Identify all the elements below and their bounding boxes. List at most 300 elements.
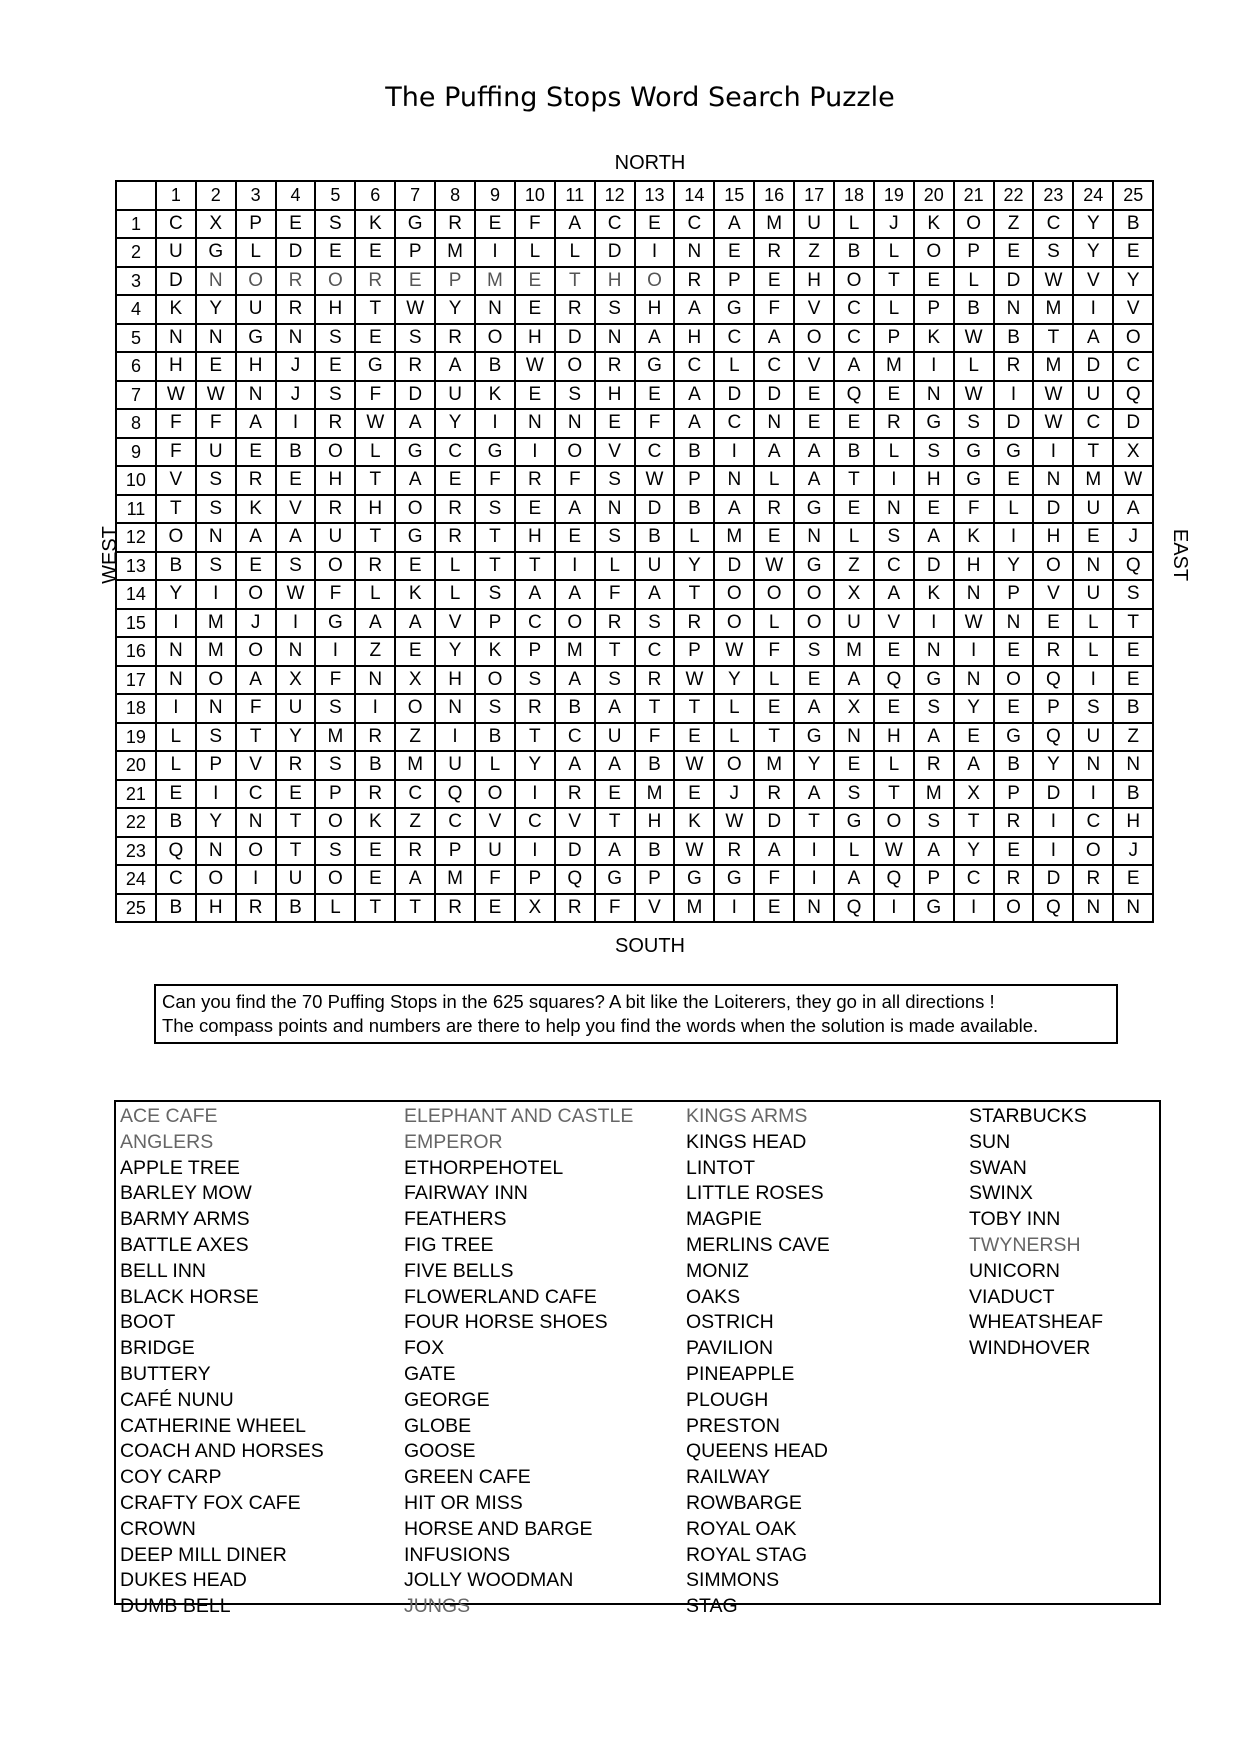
letter-cell[interactable]: A <box>595 837 635 866</box>
letter-cell[interactable]: O <box>315 267 355 296</box>
letter-cell[interactable]: O <box>874 808 914 837</box>
letter-cell[interactable]: N <box>954 666 994 695</box>
letter-cell[interactable]: B <box>276 438 316 467</box>
letter-cell[interactable]: R <box>914 751 954 780</box>
letter-cell[interactable]: S <box>315 751 355 780</box>
letter-cell[interactable]: B <box>156 894 196 923</box>
letter-cell[interactable]: I <box>555 552 595 581</box>
letter-cell[interactable]: H <box>315 295 355 324</box>
letter-cell[interactable]: K <box>914 324 954 353</box>
letter-cell[interactable]: I <box>435 723 475 752</box>
letter-cell[interactable]: B <box>954 295 994 324</box>
letter-cell[interactable]: W <box>954 324 994 353</box>
letter-cell[interactable]: N <box>435 694 475 723</box>
letter-cell[interactable]: T <box>276 808 316 837</box>
letter-cell[interactable]: G <box>395 210 435 239</box>
letter-cell[interactable]: Y <box>954 837 994 866</box>
letter-cell[interactable]: B <box>834 238 874 267</box>
letter-cell[interactable]: Q <box>874 865 914 894</box>
letter-cell[interactable]: A <box>595 751 635 780</box>
letter-cell[interactable]: C <box>674 210 714 239</box>
letter-cell[interactable]: O <box>714 609 754 638</box>
letter-cell[interactable]: T <box>515 723 555 752</box>
letter-cell[interactable]: D <box>754 381 794 410</box>
letter-cell[interactable]: H <box>515 523 555 552</box>
letter-cell[interactable]: E <box>874 381 914 410</box>
letter-cell[interactable]: N <box>1113 894 1153 923</box>
letter-cell[interactable]: M <box>196 609 236 638</box>
letter-cell[interactable]: E <box>276 466 316 495</box>
letter-cell[interactable]: Q <box>1113 381 1153 410</box>
letter-cell[interactable]: S <box>1113 580 1153 609</box>
letter-cell[interactable]: K <box>395 580 435 609</box>
letter-cell[interactable]: Y <box>276 723 316 752</box>
letter-cell[interactable]: S <box>475 495 515 524</box>
letter-cell[interactable]: A <box>395 865 435 894</box>
letter-cell[interactable]: Z <box>834 552 874 581</box>
letter-cell[interactable]: M <box>1033 352 1073 381</box>
letter-cell[interactable]: T <box>1113 609 1153 638</box>
letter-cell[interactable]: F <box>315 666 355 695</box>
letter-cell[interactable]: R <box>435 894 475 923</box>
letter-cell[interactable]: V <box>236 751 276 780</box>
letter-cell[interactable]: O <box>315 438 355 467</box>
letter-cell[interactable]: W <box>196 381 236 410</box>
letter-cell[interactable]: G <box>355 352 395 381</box>
letter-cell[interactable]: N <box>1073 894 1113 923</box>
letter-cell[interactable]: C <box>1033 210 1073 239</box>
letter-cell[interactable]: C <box>834 324 874 353</box>
letter-cell[interactable]: I <box>794 865 834 894</box>
letter-cell[interactable]: R <box>236 466 276 495</box>
letter-cell[interactable]: A <box>794 466 834 495</box>
letter-cell[interactable]: A <box>276 523 316 552</box>
letter-cell[interactable]: S <box>315 381 355 410</box>
letter-cell[interactable]: H <box>794 267 834 296</box>
letter-cell[interactable]: I <box>994 381 1034 410</box>
letter-cell[interactable]: S <box>914 694 954 723</box>
letter-cell[interactable]: I <box>914 609 954 638</box>
letter-cell[interactable]: L <box>674 523 714 552</box>
letter-cell[interactable]: G <box>196 238 236 267</box>
letter-cell[interactable]: V <box>555 808 595 837</box>
letter-cell[interactable]: L <box>355 580 395 609</box>
letter-cell[interactable]: G <box>236 324 276 353</box>
letter-cell[interactable]: I <box>954 637 994 666</box>
letter-cell[interactable]: N <box>1073 552 1113 581</box>
letter-cell[interactable]: E <box>635 381 675 410</box>
letter-cell[interactable]: L <box>834 837 874 866</box>
letter-cell[interactable]: S <box>1073 694 1113 723</box>
letter-cell[interactable]: O <box>794 609 834 638</box>
letter-cell[interactable]: E <box>315 352 355 381</box>
letter-cell[interactable]: L <box>156 751 196 780</box>
letter-cell[interactable]: F <box>555 466 595 495</box>
letter-cell[interactable]: F <box>595 894 635 923</box>
letter-cell[interactable]: V <box>276 495 316 524</box>
letter-cell[interactable]: O <box>236 637 276 666</box>
letter-cell[interactable]: S <box>315 210 355 239</box>
letter-cell[interactable]: M <box>1073 466 1113 495</box>
letter-cell[interactable]: Q <box>1113 552 1153 581</box>
letter-cell[interactable]: R <box>595 609 635 638</box>
letter-cell[interactable]: N <box>754 409 794 438</box>
letter-cell[interactable]: R <box>435 495 475 524</box>
letter-cell[interactable]: W <box>1033 409 1073 438</box>
letter-cell[interactable]: N <box>595 495 635 524</box>
letter-cell[interactable]: H <box>595 267 635 296</box>
letter-cell[interactable]: R <box>355 552 395 581</box>
letter-cell[interactable]: T <box>515 552 555 581</box>
letter-cell[interactable]: R <box>515 466 555 495</box>
letter-cell[interactable]: R <box>674 609 714 638</box>
letter-cell[interactable]: A <box>674 295 714 324</box>
letter-cell[interactable]: E <box>754 523 794 552</box>
letter-cell[interactable]: B <box>355 751 395 780</box>
letter-cell[interactable]: D <box>1033 780 1073 809</box>
letter-cell[interactable]: T <box>236 723 276 752</box>
letter-cell[interactable]: T <box>276 837 316 866</box>
letter-cell[interactable]: A <box>1073 324 1113 353</box>
letter-cell[interactable]: O <box>994 894 1034 923</box>
letter-cell[interactable]: V <box>156 466 196 495</box>
letter-cell[interactable]: L <box>954 267 994 296</box>
letter-cell[interactable]: S <box>395 324 435 353</box>
letter-cell[interactable]: O <box>236 837 276 866</box>
letter-cell[interactable]: W <box>515 352 555 381</box>
letter-cell[interactable]: E <box>1113 865 1153 894</box>
letter-cell[interactable]: S <box>874 523 914 552</box>
letter-cell[interactable]: N <box>1073 751 1113 780</box>
letter-cell[interactable]: Z <box>395 723 435 752</box>
letter-cell[interactable]: E <box>994 238 1034 267</box>
letter-cell[interactable]: I <box>874 894 914 923</box>
letter-cell[interactable]: M <box>1033 295 1073 324</box>
letter-cell[interactable]: B <box>635 523 675 552</box>
letter-cell[interactable]: I <box>475 409 515 438</box>
letter-cell[interactable]: G <box>954 466 994 495</box>
letter-cell[interactable]: O <box>555 438 595 467</box>
letter-cell[interactable]: C <box>595 210 635 239</box>
letter-cell[interactable]: X <box>395 666 435 695</box>
letter-cell[interactable]: N <box>914 637 954 666</box>
letter-cell[interactable]: E <box>355 238 395 267</box>
letter-cell[interactable]: M <box>475 267 515 296</box>
letter-cell[interactable]: O <box>475 324 515 353</box>
letter-cell[interactable]: I <box>994 523 1034 552</box>
letter-cell[interactable]: N <box>954 580 994 609</box>
letter-cell[interactable]: L <box>1073 609 1113 638</box>
letter-cell[interactable]: I <box>635 238 675 267</box>
letter-cell[interactable]: W <box>674 666 714 695</box>
letter-cell[interactable]: O <box>834 267 874 296</box>
letter-cell[interactable]: S <box>475 580 515 609</box>
letter-cell[interactable]: W <box>954 381 994 410</box>
letter-cell[interactable]: E <box>395 552 435 581</box>
letter-cell[interactable]: R <box>635 666 675 695</box>
letter-cell[interactable]: N <box>475 295 515 324</box>
letter-cell[interactable]: O <box>156 523 196 552</box>
letter-cell[interactable]: S <box>914 438 954 467</box>
letter-cell[interactable]: V <box>794 352 834 381</box>
letter-cell[interactable]: T <box>355 894 395 923</box>
letter-cell[interactable]: I <box>914 352 954 381</box>
letter-cell[interactable]: E <box>994 694 1034 723</box>
letter-cell[interactable]: N <box>914 381 954 410</box>
letter-cell[interactable]: E <box>794 409 834 438</box>
letter-cell[interactable]: P <box>674 637 714 666</box>
letter-cell[interactable]: A <box>595 694 635 723</box>
letter-cell[interactable]: E <box>874 637 914 666</box>
letter-cell[interactable]: E <box>515 381 555 410</box>
letter-cell[interactable]: N <box>156 666 196 695</box>
letter-cell[interactable]: R <box>435 210 475 239</box>
letter-cell[interactable]: T <box>595 808 635 837</box>
letter-cell[interactable]: Z <box>355 637 395 666</box>
letter-cell[interactable]: E <box>156 780 196 809</box>
letter-cell[interactable]: T <box>355 295 395 324</box>
letter-cell[interactable]: M <box>754 751 794 780</box>
letter-cell[interactable]: T <box>475 552 515 581</box>
letter-cell[interactable]: L <box>315 894 355 923</box>
letter-cell[interactable]: Y <box>1113 267 1153 296</box>
letter-cell[interactable]: Q <box>874 666 914 695</box>
letter-cell[interactable]: Y <box>714 666 754 695</box>
letter-cell[interactable]: K <box>954 523 994 552</box>
letter-cell[interactable]: W <box>674 837 714 866</box>
letter-cell[interactable]: X <box>834 694 874 723</box>
letter-cell[interactable]: S <box>595 466 635 495</box>
letter-cell[interactable]: W <box>355 409 395 438</box>
letter-cell[interactable]: K <box>236 495 276 524</box>
letter-cell[interactable]: C <box>156 865 196 894</box>
letter-cell[interactable]: B <box>276 894 316 923</box>
letter-cell[interactable]: H <box>595 381 635 410</box>
letter-cell[interactable]: M <box>754 210 794 239</box>
letter-cell[interactable]: P <box>236 210 276 239</box>
letter-cell[interactable]: E <box>555 523 595 552</box>
letter-cell[interactable]: S <box>196 495 236 524</box>
letter-cell[interactable]: G <box>674 865 714 894</box>
letter-cell[interactable]: O <box>954 210 994 239</box>
letter-cell[interactable]: H <box>515 324 555 353</box>
letter-cell[interactable]: A <box>395 466 435 495</box>
letter-cell[interactable]: R <box>236 894 276 923</box>
letter-cell[interactable]: K <box>355 210 395 239</box>
letter-cell[interactable]: Y <box>1073 238 1113 267</box>
letter-cell[interactable]: N <box>196 324 236 353</box>
letter-cell[interactable]: C <box>714 324 754 353</box>
letter-cell[interactable]: S <box>555 381 595 410</box>
letter-cell[interactable]: P <box>515 637 555 666</box>
letter-cell[interactable]: A <box>794 438 834 467</box>
letter-cell[interactable]: D <box>994 409 1034 438</box>
letter-cell[interactable]: L <box>874 438 914 467</box>
letter-cell[interactable]: R <box>674 267 714 296</box>
letter-cell[interactable]: M <box>874 352 914 381</box>
letter-cell[interactable]: Y <box>156 580 196 609</box>
letter-cell[interactable]: U <box>1073 723 1113 752</box>
letter-cell[interactable]: A <box>395 609 435 638</box>
letter-cell[interactable]: L <box>555 238 595 267</box>
letter-cell[interactable]: A <box>714 210 754 239</box>
letter-cell[interactable]: I <box>714 894 754 923</box>
letter-cell[interactable]: I <box>196 580 236 609</box>
letter-cell[interactable]: E <box>794 381 834 410</box>
letter-cell[interactable]: N <box>874 495 914 524</box>
letter-cell[interactable]: O <box>475 780 515 809</box>
letter-cell[interactable]: E <box>515 495 555 524</box>
letter-cell[interactable]: L <box>714 723 754 752</box>
letter-cell[interactable]: J <box>236 609 276 638</box>
letter-cell[interactable]: Y <box>515 751 555 780</box>
letter-cell[interactable]: N <box>196 694 236 723</box>
letter-cell[interactable]: U <box>315 523 355 552</box>
letter-cell[interactable]: A <box>834 666 874 695</box>
letter-cell[interactable]: M <box>834 637 874 666</box>
letter-cell[interactable]: E <box>635 210 675 239</box>
letter-cell[interactable]: S <box>1033 238 1073 267</box>
letter-cell[interactable]: J <box>714 780 754 809</box>
letter-cell[interactable]: I <box>1073 780 1113 809</box>
letter-cell[interactable]: F <box>315 580 355 609</box>
letter-cell[interactable]: R <box>435 324 475 353</box>
letter-cell[interactable]: S <box>276 552 316 581</box>
letter-cell[interactable]: B <box>555 694 595 723</box>
letter-cell[interactable]: E <box>754 894 794 923</box>
letter-cell[interactable]: R <box>555 780 595 809</box>
letter-cell[interactable]: Q <box>435 780 475 809</box>
letter-cell[interactable]: Y <box>196 808 236 837</box>
letter-cell[interactable]: I <box>1073 295 1113 324</box>
letter-cell[interactable]: B <box>994 751 1034 780</box>
letter-cell[interactable]: S <box>196 723 236 752</box>
letter-cell[interactable]: Z <box>794 238 834 267</box>
letter-cell[interactable]: R <box>315 495 355 524</box>
letter-cell[interactable]: V <box>1073 267 1113 296</box>
letter-cell[interactable]: T <box>156 495 196 524</box>
letter-cell[interactable]: L <box>515 238 555 267</box>
letter-cell[interactable]: E <box>315 238 355 267</box>
letter-cell[interactable]: E <box>355 837 395 866</box>
letter-cell[interactable]: O <box>395 694 435 723</box>
letter-cell[interactable]: N <box>834 723 874 752</box>
letter-cell[interactable]: O <box>714 580 754 609</box>
letter-cell[interactable]: X <box>954 780 994 809</box>
letter-cell[interactable]: Y <box>196 295 236 324</box>
letter-cell[interactable]: P <box>475 609 515 638</box>
letter-cell[interactable]: J <box>1113 523 1153 552</box>
letter-cell[interactable]: E <box>834 495 874 524</box>
letter-cell[interactable]: C <box>515 609 555 638</box>
letter-cell[interactable]: M <box>674 894 714 923</box>
letter-cell[interactable]: I <box>196 780 236 809</box>
letter-cell[interactable]: E <box>714 238 754 267</box>
letter-cell[interactable]: R <box>555 295 595 324</box>
letter-cell[interactable]: D <box>395 381 435 410</box>
letter-cell[interactable]: F <box>754 295 794 324</box>
letter-cell[interactable]: E <box>1073 523 1113 552</box>
letter-cell[interactable]: P <box>1033 694 1073 723</box>
letter-cell[interactable]: C <box>395 780 435 809</box>
letter-cell[interactable]: K <box>914 210 954 239</box>
letter-cell[interactable]: H <box>196 894 236 923</box>
letter-cell[interactable]: M <box>635 780 675 809</box>
letter-cell[interactable]: W <box>954 609 994 638</box>
letter-cell[interactable]: Q <box>156 837 196 866</box>
letter-cell[interactable]: G <box>914 894 954 923</box>
letter-cell[interactable]: A <box>874 580 914 609</box>
letter-cell[interactable]: C <box>674 352 714 381</box>
letter-cell[interactable]: S <box>196 466 236 495</box>
letter-cell[interactable]: U <box>595 723 635 752</box>
letter-cell[interactable]: A <box>355 609 395 638</box>
letter-cell[interactable]: B <box>635 837 675 866</box>
letter-cell[interactable]: S <box>834 780 874 809</box>
letter-cell[interactable]: O <box>315 552 355 581</box>
letter-cell[interactable]: P <box>315 780 355 809</box>
letter-cell[interactable]: A <box>555 495 595 524</box>
letter-cell[interactable]: W <box>1033 267 1073 296</box>
letter-cell[interactable]: C <box>635 438 675 467</box>
letter-cell[interactable]: K <box>355 808 395 837</box>
letter-cell[interactable]: R <box>355 723 395 752</box>
letter-cell[interactable]: S <box>475 694 515 723</box>
letter-cell[interactable]: U <box>435 751 475 780</box>
letter-cell[interactable]: W <box>754 552 794 581</box>
letter-cell[interactable]: H <box>874 723 914 752</box>
letter-cell[interactable]: O <box>555 352 595 381</box>
letter-cell[interactable]: G <box>315 609 355 638</box>
letter-cell[interactable]: E <box>196 352 236 381</box>
letter-cell[interactable]: A <box>754 438 794 467</box>
letter-cell[interactable]: C <box>1113 352 1153 381</box>
letter-cell[interactable]: U <box>236 295 276 324</box>
letter-cell[interactable]: T <box>794 808 834 837</box>
letter-cell[interactable]: C <box>954 865 994 894</box>
letter-cell[interactable]: N <box>1113 751 1153 780</box>
letter-cell[interactable]: O <box>1073 837 1113 866</box>
letter-cell[interactable]: S <box>315 694 355 723</box>
letter-cell[interactable]: E <box>276 780 316 809</box>
letter-cell[interactable]: T <box>555 267 595 296</box>
letter-cell[interactable]: R <box>276 267 316 296</box>
letter-cell[interactable]: H <box>635 295 675 324</box>
letter-cell[interactable]: Y <box>674 552 714 581</box>
letter-cell[interactable]: B <box>674 495 714 524</box>
letter-cell[interactable]: E <box>1113 637 1153 666</box>
letter-cell[interactable]: N <box>794 894 834 923</box>
letter-cell[interactable]: A <box>914 523 954 552</box>
letter-cell[interactable]: E <box>595 409 635 438</box>
letter-cell[interactable]: S <box>315 837 355 866</box>
letter-cell[interactable]: G <box>714 865 754 894</box>
letter-cell[interactable]: A <box>395 409 435 438</box>
letter-cell[interactable]: A <box>236 523 276 552</box>
letter-cell[interactable]: N <box>994 295 1034 324</box>
letter-cell[interactable]: R <box>1033 637 1073 666</box>
letter-cell[interactable]: E <box>1033 609 1073 638</box>
letter-cell[interactable]: B <box>156 808 196 837</box>
letter-cell[interactable]: R <box>714 837 754 866</box>
letter-cell[interactable]: A <box>914 723 954 752</box>
letter-cell[interactable]: U <box>475 837 515 866</box>
letter-cell[interactable]: Y <box>435 409 475 438</box>
letter-cell[interactable]: P <box>954 238 994 267</box>
letter-cell[interactable]: R <box>994 808 1034 837</box>
letter-cell[interactable]: O <box>1113 324 1153 353</box>
letter-cell[interactable]: M <box>435 238 475 267</box>
